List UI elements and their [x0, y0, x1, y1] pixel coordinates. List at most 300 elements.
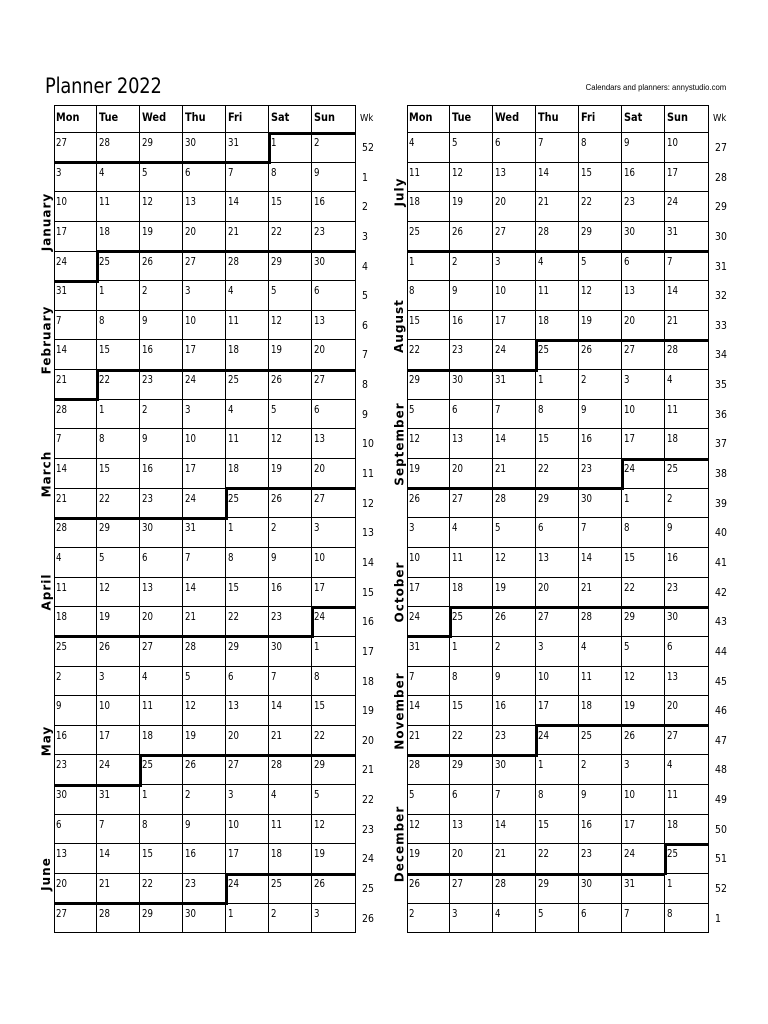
day-cell[interactable]: [312, 785, 356, 815]
day-cell[interactable]: [536, 874, 579, 904]
day-cell[interactable]: [97, 459, 140, 489]
day-cell[interactable]: [493, 874, 536, 904]
day-cell[interactable]: [536, 696, 579, 726]
day-cell[interactable]: [493, 400, 536, 430]
day-cell[interactable]: [97, 637, 140, 667]
day-cell[interactable]: [665, 222, 709, 252]
day-cell[interactable]: [226, 578, 269, 608]
day-cell[interactable]: [493, 370, 536, 400]
day-cell[interactable]: [450, 815, 493, 845]
day-cell[interactable]: [183, 163, 226, 193]
day-cell[interactable]: [622, 518, 665, 548]
day-cell[interactable]: [622, 340, 665, 370]
day-cell[interactable]: [269, 281, 312, 311]
day-cell[interactable]: [140, 192, 183, 222]
day-cell[interactable]: [622, 904, 665, 934]
day-cell[interactable]: [269, 222, 312, 252]
day-cell[interactable]: [579, 815, 622, 845]
day-cell[interactable]: [450, 459, 493, 489]
day-cell[interactable]: [226, 755, 269, 785]
day-cell[interactable]: [407, 429, 450, 459]
day-cell[interactable]: [407, 785, 450, 815]
day-cell[interactable]: [183, 578, 226, 608]
day-cell[interactable]: [226, 815, 269, 845]
day-cell[interactable]: [493, 904, 536, 934]
day-cell[interactable]: [450, 696, 493, 726]
day-cell[interactable]: [622, 755, 665, 785]
day-cell[interactable]: [493, 340, 536, 370]
day-cell[interactable]: [97, 370, 140, 400]
day-cell[interactable]: [97, 578, 140, 608]
day-cell[interactable]: [183, 400, 226, 430]
day-cell[interactable]: [183, 696, 226, 726]
day-cell[interactable]: [579, 874, 622, 904]
day-cell[interactable]: [312, 340, 356, 370]
day-cell[interactable]: [183, 844, 226, 874]
day-cell[interactable]: [493, 667, 536, 697]
day-cell[interactable]: [493, 192, 536, 222]
day-cell[interactable]: [579, 755, 622, 785]
day-cell[interactable]: [665, 340, 709, 370]
day-cell[interactable]: [579, 459, 622, 489]
day-cell[interactable]: [97, 667, 140, 697]
day-cell[interactable]: [312, 370, 356, 400]
day-cell[interactable]: [493, 844, 536, 874]
day-cell[interactable]: [407, 252, 450, 282]
day-cell[interactable]: [226, 637, 269, 667]
day-cell[interactable]: [269, 637, 312, 667]
day-cell[interactable]: [54, 133, 97, 163]
day-cell[interactable]: [622, 192, 665, 222]
day-cell[interactable]: [579, 400, 622, 430]
day-cell[interactable]: [665, 726, 709, 756]
day-cell[interactable]: [665, 252, 709, 282]
day-cell[interactable]: [226, 400, 269, 430]
day-cell[interactable]: [54, 696, 97, 726]
day-cell[interactable]: [140, 489, 183, 519]
day-cell[interactable]: [622, 815, 665, 845]
day-cell[interactable]: [226, 904, 269, 934]
day-cell[interactable]: [312, 874, 356, 904]
day-cell[interactable]: [407, 163, 450, 193]
day-cell[interactable]: [54, 311, 97, 341]
day-cell[interactable]: [269, 370, 312, 400]
day-cell[interactable]: [97, 696, 140, 726]
day-cell[interactable]: [579, 518, 622, 548]
day-cell[interactable]: [665, 548, 709, 578]
day-cell[interactable]: [622, 844, 665, 874]
day-cell[interactable]: [269, 429, 312, 459]
day-cell[interactable]: [407, 607, 450, 637]
day-cell[interactable]: [536, 904, 579, 934]
day-cell[interactable]: [579, 696, 622, 726]
day-cell[interactable]: [269, 163, 312, 193]
day-cell[interactable]: [665, 133, 709, 163]
day-cell[interactable]: [493, 637, 536, 667]
day-cell[interactable]: [97, 133, 140, 163]
day-cell[interactable]: [579, 370, 622, 400]
day-cell[interactable]: [450, 281, 493, 311]
day-cell[interactable]: [269, 874, 312, 904]
day-cell[interactable]: [140, 340, 183, 370]
day-cell[interactable]: [536, 607, 579, 637]
day-cell[interactable]: [183, 429, 226, 459]
day-cell[interactable]: [493, 281, 536, 311]
day-cell[interactable]: [54, 755, 97, 785]
day-cell[interactable]: [97, 518, 140, 548]
day-cell[interactable]: [140, 163, 183, 193]
day-cell[interactable]: [536, 726, 579, 756]
day-cell[interactable]: [493, 815, 536, 845]
day-cell[interactable]: [97, 607, 140, 637]
day-cell[interactable]: [622, 667, 665, 697]
day-cell[interactable]: [226, 785, 269, 815]
day-cell[interactable]: [407, 667, 450, 697]
day-cell[interactable]: [450, 400, 493, 430]
day-cell[interactable]: [269, 844, 312, 874]
day-cell[interactable]: [140, 311, 183, 341]
day-cell[interactable]: [536, 370, 579, 400]
day-cell[interactable]: [493, 578, 536, 608]
day-cell[interactable]: [140, 904, 183, 934]
day-cell[interactable]: [312, 904, 356, 934]
day-cell[interactable]: [226, 489, 269, 519]
day-cell[interactable]: [450, 252, 493, 282]
day-cell[interactable]: [407, 400, 450, 430]
day-cell[interactable]: [407, 518, 450, 548]
day-cell[interactable]: [183, 133, 226, 163]
day-cell[interactable]: [665, 489, 709, 519]
day-cell[interactable]: [665, 607, 709, 637]
day-cell[interactable]: [622, 459, 665, 489]
day-cell[interactable]: [536, 667, 579, 697]
day-cell[interactable]: [140, 252, 183, 282]
day-cell[interactable]: [140, 578, 183, 608]
day-cell[interactable]: [579, 252, 622, 282]
day-cell[interactable]: [54, 163, 97, 193]
day-cell[interactable]: [312, 459, 356, 489]
day-cell[interactable]: [407, 815, 450, 845]
day-cell[interactable]: [622, 548, 665, 578]
day-cell[interactable]: [579, 311, 622, 341]
day-cell[interactable]: [450, 578, 493, 608]
day-cell[interactable]: [97, 548, 140, 578]
day-cell[interactable]: [97, 340, 140, 370]
day-cell[interactable]: [579, 340, 622, 370]
day-cell[interactable]: [622, 637, 665, 667]
day-cell[interactable]: [54, 252, 97, 282]
day-cell[interactable]: [269, 192, 312, 222]
day-cell[interactable]: [269, 311, 312, 341]
day-cell[interactable]: [97, 222, 140, 252]
day-cell[interactable]: [54, 281, 97, 311]
day-cell[interactable]: [97, 489, 140, 519]
day-cell[interactable]: [312, 489, 356, 519]
day-cell[interactable]: [622, 222, 665, 252]
day-cell[interactable]: [450, 874, 493, 904]
day-cell[interactable]: [183, 222, 226, 252]
day-cell[interactable]: [269, 815, 312, 845]
day-cell[interactable]: [269, 726, 312, 756]
day-cell[interactable]: [450, 904, 493, 934]
day-cell[interactable]: [579, 667, 622, 697]
day-cell[interactable]: [54, 726, 97, 756]
day-cell[interactable]: [226, 726, 269, 756]
day-cell[interactable]: [54, 340, 97, 370]
day-cell[interactable]: [665, 163, 709, 193]
day-cell[interactable]: [665, 874, 709, 904]
day-cell[interactable]: [54, 518, 97, 548]
day-cell[interactable]: [536, 815, 579, 845]
day-cell[interactable]: [140, 459, 183, 489]
day-cell[interactable]: [312, 281, 356, 311]
day-cell[interactable]: [493, 459, 536, 489]
day-cell[interactable]: [536, 133, 579, 163]
day-cell[interactable]: [140, 755, 183, 785]
day-cell[interactable]: [622, 252, 665, 282]
day-cell[interactable]: [622, 696, 665, 726]
day-cell[interactable]: [450, 785, 493, 815]
day-cell[interactable]: [269, 667, 312, 697]
day-cell[interactable]: [183, 548, 226, 578]
day-cell[interactable]: [622, 281, 665, 311]
day-cell[interactable]: [622, 429, 665, 459]
day-cell[interactable]: [493, 489, 536, 519]
day-cell[interactable]: [622, 578, 665, 608]
day-cell[interactable]: [54, 192, 97, 222]
day-cell[interactable]: [140, 607, 183, 637]
day-cell[interactable]: [54, 459, 97, 489]
day-cell[interactable]: [450, 637, 493, 667]
day-cell[interactable]: [407, 696, 450, 726]
day-cell[interactable]: [450, 340, 493, 370]
day-cell[interactable]: [450, 311, 493, 341]
day-cell[interactable]: [665, 400, 709, 430]
day-cell[interactable]: [97, 785, 140, 815]
day-cell[interactable]: [140, 548, 183, 578]
day-cell[interactable]: [536, 459, 579, 489]
day-cell[interactable]: [54, 637, 97, 667]
day-cell[interactable]: [140, 726, 183, 756]
day-cell[interactable]: [450, 755, 493, 785]
day-cell[interactable]: [450, 370, 493, 400]
day-cell[interactable]: [407, 637, 450, 667]
day-cell[interactable]: [450, 667, 493, 697]
day-cell[interactable]: [493, 755, 536, 785]
day-cell[interactable]: [536, 400, 579, 430]
day-cell[interactable]: [54, 489, 97, 519]
day-cell[interactable]: [269, 904, 312, 934]
day-cell[interactable]: [450, 192, 493, 222]
day-cell[interactable]: [536, 548, 579, 578]
day-cell[interactable]: [407, 192, 450, 222]
day-cell[interactable]: [665, 370, 709, 400]
day-cell[interactable]: [226, 696, 269, 726]
day-cell[interactable]: [226, 252, 269, 282]
day-cell[interactable]: [407, 726, 450, 756]
day-cell[interactable]: [665, 667, 709, 697]
day-cell[interactable]: [665, 459, 709, 489]
day-cell[interactable]: [407, 874, 450, 904]
day-cell[interactable]: [183, 459, 226, 489]
day-cell[interactable]: [54, 222, 97, 252]
day-cell[interactable]: [665, 755, 709, 785]
day-cell[interactable]: [493, 163, 536, 193]
day-cell[interactable]: [226, 548, 269, 578]
day-cell[interactable]: [183, 281, 226, 311]
day-cell[interactable]: [407, 578, 450, 608]
day-cell[interactable]: [536, 281, 579, 311]
day-cell[interactable]: [226, 607, 269, 637]
day-cell[interactable]: [622, 607, 665, 637]
day-cell[interactable]: [622, 726, 665, 756]
day-cell[interactable]: [579, 904, 622, 934]
day-cell[interactable]: [269, 607, 312, 637]
day-cell[interactable]: [54, 607, 97, 637]
day-cell[interactable]: [183, 637, 226, 667]
day-cell[interactable]: [312, 726, 356, 756]
day-cell[interactable]: [226, 459, 269, 489]
day-cell[interactable]: [622, 874, 665, 904]
day-cell[interactable]: [97, 874, 140, 904]
day-cell[interactable]: [665, 311, 709, 341]
day-cell[interactable]: [97, 163, 140, 193]
day-cell[interactable]: [493, 133, 536, 163]
day-cell[interactable]: [140, 429, 183, 459]
day-cell[interactable]: [269, 785, 312, 815]
day-cell[interactable]: [407, 489, 450, 519]
day-cell[interactable]: [536, 844, 579, 874]
day-cell[interactable]: [312, 578, 356, 608]
day-cell[interactable]: [97, 815, 140, 845]
day-cell[interactable]: [579, 844, 622, 874]
day-cell[interactable]: [312, 637, 356, 667]
day-cell[interactable]: [183, 667, 226, 697]
day-cell[interactable]: [312, 548, 356, 578]
day-cell[interactable]: [97, 192, 140, 222]
day-cell[interactable]: [226, 192, 269, 222]
day-cell[interactable]: [269, 459, 312, 489]
day-cell[interactable]: [579, 163, 622, 193]
day-cell[interactable]: [54, 815, 97, 845]
day-cell[interactable]: [140, 133, 183, 163]
day-cell[interactable]: [97, 429, 140, 459]
day-cell[interactable]: [579, 726, 622, 756]
day-cell[interactable]: [312, 815, 356, 845]
day-cell[interactable]: [140, 637, 183, 667]
day-cell[interactable]: [54, 904, 97, 934]
day-cell[interactable]: [407, 370, 450, 400]
day-cell[interactable]: [269, 518, 312, 548]
day-cell[interactable]: [312, 696, 356, 726]
day-cell[interactable]: [407, 133, 450, 163]
day-cell[interactable]: [183, 755, 226, 785]
day-cell[interactable]: [54, 429, 97, 459]
day-cell[interactable]: [407, 548, 450, 578]
day-cell[interactable]: [312, 844, 356, 874]
day-cell[interactable]: [622, 400, 665, 430]
day-cell[interactable]: [579, 429, 622, 459]
day-cell[interactable]: [312, 252, 356, 282]
day-cell[interactable]: [579, 222, 622, 252]
day-cell[interactable]: [536, 785, 579, 815]
day-cell[interactable]: [183, 607, 226, 637]
day-cell[interactable]: [183, 726, 226, 756]
day-cell[interactable]: [140, 370, 183, 400]
day-cell[interactable]: [579, 637, 622, 667]
day-cell[interactable]: [493, 696, 536, 726]
day-cell[interactable]: [536, 192, 579, 222]
day-cell[interactable]: [493, 429, 536, 459]
day-cell[interactable]: [312, 311, 356, 341]
day-cell[interactable]: [493, 252, 536, 282]
day-cell[interactable]: [622, 133, 665, 163]
day-cell[interactable]: [269, 755, 312, 785]
day-cell[interactable]: [183, 311, 226, 341]
day-cell[interactable]: [665, 696, 709, 726]
day-cell[interactable]: [579, 133, 622, 163]
day-cell[interactable]: [450, 548, 493, 578]
day-cell[interactable]: [140, 844, 183, 874]
day-cell[interactable]: [97, 726, 140, 756]
day-cell[interactable]: [54, 667, 97, 697]
day-cell[interactable]: [536, 518, 579, 548]
day-cell[interactable]: [536, 489, 579, 519]
day-cell[interactable]: [665, 429, 709, 459]
day-cell[interactable]: [226, 340, 269, 370]
day-cell[interactable]: [183, 785, 226, 815]
day-cell[interactable]: [97, 311, 140, 341]
day-cell[interactable]: [312, 518, 356, 548]
day-cell[interactable]: [622, 311, 665, 341]
day-cell[interactable]: [665, 637, 709, 667]
day-cell[interactable]: [579, 489, 622, 519]
day-cell[interactable]: [493, 311, 536, 341]
day-cell[interactable]: [140, 667, 183, 697]
day-cell[interactable]: [536, 222, 579, 252]
day-cell[interactable]: [579, 192, 622, 222]
day-cell[interactable]: [622, 489, 665, 519]
day-cell[interactable]: [226, 667, 269, 697]
day-cell[interactable]: [183, 815, 226, 845]
day-cell[interactable]: [312, 400, 356, 430]
day-cell[interactable]: [183, 192, 226, 222]
day-cell[interactable]: [54, 785, 97, 815]
day-cell[interactable]: [269, 252, 312, 282]
day-cell[interactable]: [140, 696, 183, 726]
day-cell[interactable]: [140, 400, 183, 430]
day-cell[interactable]: [312, 667, 356, 697]
day-cell[interactable]: [665, 518, 709, 548]
day-cell[interactable]: [97, 755, 140, 785]
day-cell[interactable]: [97, 281, 140, 311]
day-cell[interactable]: [493, 785, 536, 815]
day-cell[interactable]: [183, 489, 226, 519]
day-cell[interactable]: [183, 874, 226, 904]
day-cell[interactable]: [269, 489, 312, 519]
day-cell[interactable]: [226, 163, 269, 193]
day-cell[interactable]: [226, 311, 269, 341]
day-cell[interactable]: [140, 222, 183, 252]
day-cell[interactable]: [407, 340, 450, 370]
day-cell[interactable]: [97, 844, 140, 874]
day-cell[interactable]: [450, 163, 493, 193]
day-cell[interactable]: [226, 874, 269, 904]
day-cell[interactable]: [140, 281, 183, 311]
day-cell[interactable]: [140, 518, 183, 548]
day-cell[interactable]: [536, 311, 579, 341]
day-cell[interactable]: [140, 785, 183, 815]
